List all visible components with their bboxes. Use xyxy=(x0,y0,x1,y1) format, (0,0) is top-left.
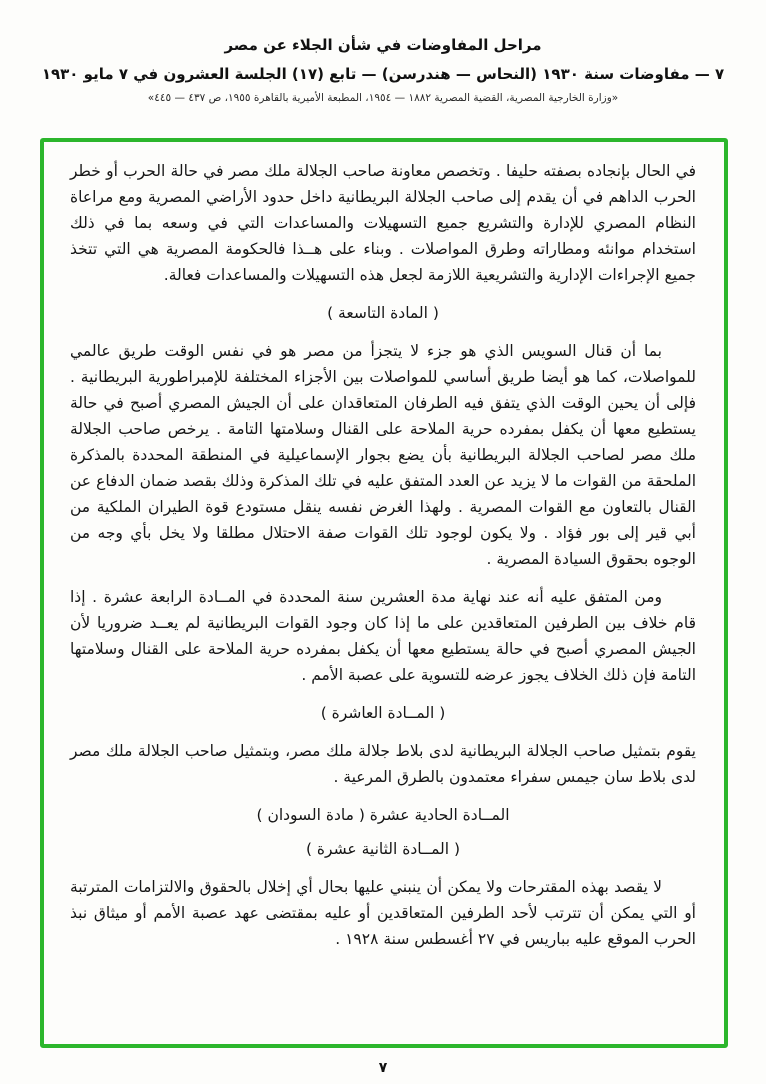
paragraph-alliance-assistance: في الحال بإنجاده بصفته حليفا . وتخصص معاونة صاحب الجلالة ملك مصر في حالة الحرب أو خطر الحرب الداهم في أن يقدم إلى صاحب الجلالة البريطانية داخل حدود الأراضي المصرية ومع مراعاة النظام المصري للإدارة والتشريع جميع التسهيلات والمساعدات التي في وسعه بما في ذلك استخدام موانئه ومطاراته وطرق المواصلات . وبناء على هــذا فالحكومة المصرية هي التي تتخذ جميع الإجراءات الإدارية والتشريعية اللازمة لجعل هذه التسهيلات والمساعدات فعالة. xyxy=(70,162,696,284)
paragraph-suez-canal: بما أن قنال السويس الذي هو جزء لا يتجزأ من مصر هو في نفس الوقت طريق عالمي للمواصلات، كما هو أيضا طريق أساسي للمواصلات بين الأجزاء المختلفة للإمبراطورية البريطانية . فإلى أن يحين الوقت الذي يتفق فيه الطرفان المتعاقدان على أن الجيش المصري أصبح في حالة يستطيع معها أن يكفل بمفرده حرية الملاحة على القنال وسلامتها التامة . يرخص صاحب الجلالة ملك مصر لصاحب الجلالة البريطانية بأن يضع بجوار الإسماعيلية في المنطقة المحددة بالمذكرة الملحقة من القوات ما لا يزيد عن العدد المتفق عليه في تلك المذكرة وذلك بقصد ضمان الدفاع عن القنال بالتعاون مع القوات المصرية . ولهذا الغرض نفسه ينقل مستودع قوة الطيران الملكية من أبي قير إلى بور فؤاد . ولا يكون لوجود تلك القوات صفة الاحتلال مطلقا ولا يخل بأي وجه من الوجوه بحقوق السيادة المصرية . xyxy=(70,342,696,568)
page-header xyxy=(0,0,766,104)
page-number: ٧ xyxy=(378,1060,388,1076)
article-10-heading: ( المــادة العاشرة ) xyxy=(320,704,446,722)
paragraph-league-obligations: لا يقصد بهذه المقترحات ولا يمكن أن ينبني عليها بحال أي إخلال بالحقوق والالتزامات المترتبة أو التي يمكن أن تترتب لأحد الطرفين المتعاقدين أو عليه بمقتضى عهد عصبة الأمم أو ميثاق نبذ الحرب الموقع عليه بباريس في ٢٧ أغسطس سنة ١٩٢٨ . xyxy=(70,878,696,948)
highlighted-text-box xyxy=(40,138,728,1048)
paragraph-ambassadors: يقوم بتمثيل صاحب الجلالة البريطانية لدى بلاط جلالة ملك مصر، وبتمثيل صاحب الجلالة ملك مصر لدى بلاط سان جيمس سفراء معتمدون بالطرق المرعية . xyxy=(70,742,696,786)
article-12-heading: ( المــادة الثانية عشرة ) xyxy=(305,840,461,858)
page-footer xyxy=(0,1057,766,1076)
article-11-sudan-heading: المــادة الحادية عشرة ( مادة السودان ) xyxy=(256,806,510,824)
document-subtitle: ٧ — مفاوضات سنة ١٩٣٠ (النحاس — هندرسن) — تابع (١٧) الجلسة العشرون في ٧ مايو ١٩٣٠ xyxy=(41,65,725,83)
article-9-heading: ( المادة التاسعة ) xyxy=(327,304,439,322)
source-citation: «وزارة الخارجية المصرية، القضية المصرية ١٨٨٢ — ١٩٥٤، المطبعة الأميرية بالقاهرة ١٩٥٥، ص ٤٣٧ — ٤٤٥» xyxy=(147,92,619,104)
document-title: مراحل المفاوضات في شأن الجلاء عن مصر xyxy=(224,36,542,54)
paragraph-twenty-year-dispute: ومن المتفق عليه أنه عند نهاية مدة العشرين سنة المحددة في المــادة الرابعة عشرة . إذا قام خلاف بين الطرفين المتعاقدين على ما إذا كان وجود القوات البريطانية لم يعــد ضروريا لأن الجيش المصري أصبح في حالة يستطيع معها أن يكفل بمفرده حرية الملاحة على القنال وسلامتها التامة فإن ذلك الخلاف يجوز عرضه للتسوية على عصبة الأمم . xyxy=(70,588,696,684)
